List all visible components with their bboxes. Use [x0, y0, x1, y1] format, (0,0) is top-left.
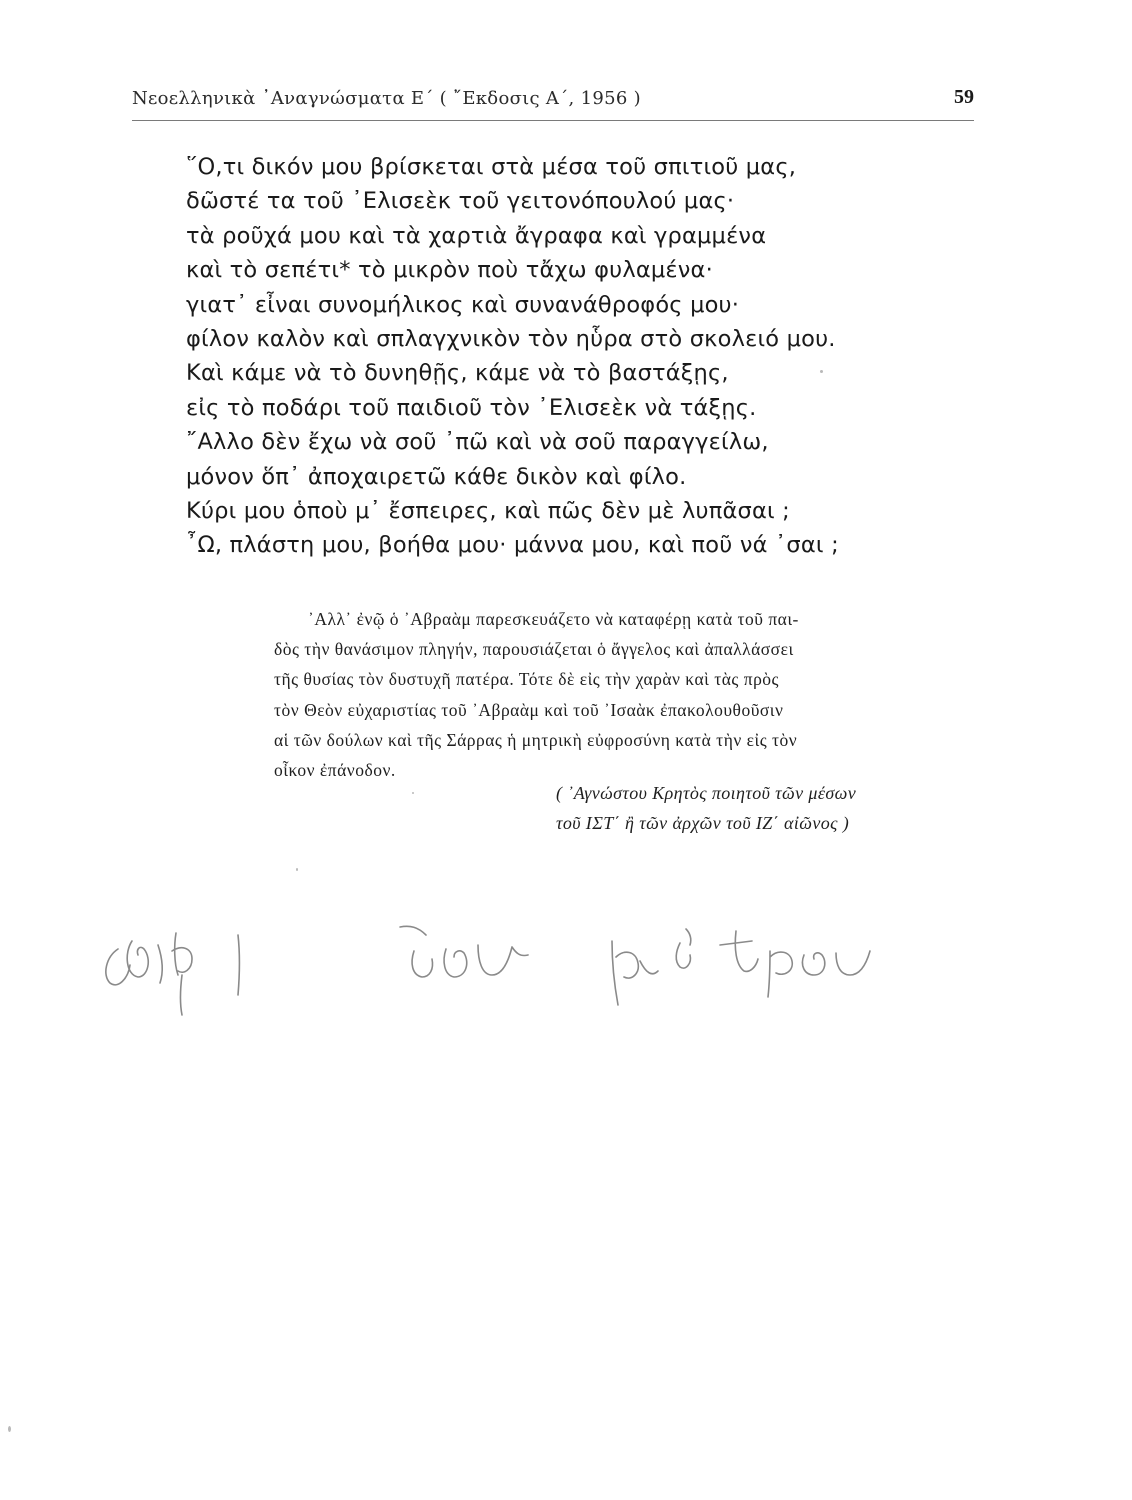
poem-line: εἰς τὸ ποδάρι τοῦ παιδιοῦ τὸν ᾿Ελισεὲκ νὰ τάξῃς. [186, 394, 757, 421]
header-rule [132, 120, 974, 121]
attribution-line: ( ᾿Αγνώστου Κρητὸς ποιητοῦ τῶν μέσων [556, 783, 857, 803]
running-head [132, 86, 974, 118]
scan-speck [296, 868, 298, 871]
attribution-line: τοῦ ΙΣΤ΄ ἢ τῶν ἀρχῶν τοῦ ΙΖ΄ αἰῶνος ) [556, 813, 850, 833]
scan-speck [8, 1426, 11, 1432]
poem-line: δῶστέ τα τοῦ ᾿Ελισεὲκ τοῦ γειτονόπουλού μας· [186, 188, 735, 215]
poem-block [186, 150, 966, 563]
prose-line: αἱ τῶν δούλων καὶ τῆς Σάρρας ἡ μητρικὴ εὐφροσύνη κατὰ τὴν εἰς τὸν [274, 729, 798, 750]
poem-line: ῎Αλλο δὲν ἔχω νὰ σοῦ ᾿πῶ καὶ νὰ σοῦ παραγγείλω, [186, 429, 769, 456]
pencil-handwriting-icon [80, 905, 900, 1025]
poem-line: φίλον καλὸν καὶ σπλαγχνικὸν τὸν ηὗρα στὸ σκολειό μου. [186, 325, 836, 352]
poem-line: Κύρι μου ὁποὺ μ᾿ ἔσπειρες, καὶ πῶς δὲν μὲ λυπᾶσαι ; [186, 497, 790, 524]
prose-line: τῆς θυσίας τὸν δυστυχῆ πατέρα. Τότε δὲ εἰς τὴν χαρὰν καὶ τὰς πρὸς [274, 669, 779, 690]
poem-line: ῞Ο,τι δικόν μου βρίσκεται στὰ μέσα τοῦ σπιτιοῦ μας, [186, 154, 797, 180]
prose-line: ᾿Αλλ᾿ ἐνῷ ὁ ᾿Αβραὰμ παρεσκευάζετο νὰ καταφέρῃ κατὰ τοῦ παι- [308, 609, 799, 629]
poem-line: καὶ τὸ σεπέτι* τὸ μικρὸν ποὺ τἄχω φυλαμένα· [186, 257, 713, 284]
prose-paragraph [274, 604, 964, 785]
running-title: Νεοελληνικὰ ᾿Αναγνώσματα Ε΄ ( ῎Εκδοσις Α΄, 1956 ) [132, 88, 641, 109]
poem-line: μόνον ὅπ᾿ ἀποχαιρετῶ κάθε δικὸν καὶ φίλο. [186, 463, 687, 490]
prose-line: δὸς τὴν θανάσιμον πληγήν, παρουσιάζεται ὁ ἄγγελος καὶ ἀπαλλάσσει [274, 639, 794, 660]
prose-line: τὸν Θεὸν εὐχαριστίας τοῦ ᾿Αβραὰμ καὶ τοῦ ᾿Ισαὰκ ἐπακολουθοῦσιν [274, 699, 784, 720]
poem-line: ῏Ω, πλάστη μου, βοήθα μου· μάννα μου, καὶ ποῦ νά ᾿σαι ; [186, 532, 839, 559]
scan-speck [412, 792, 414, 794]
poem-line: γιατ᾿ εἶναι συνομήλικος καὶ συνανάθροφός μου· [186, 291, 740, 318]
pencil-handwriting-mark [80, 905, 900, 1025]
prose-line: οἶκον ἐπάνοδον. [274, 759, 396, 780]
poem-line: τὰ ροῦχά μου καὶ τὰ χαρτιὰ ἄγραφα καὶ γραμμένα [186, 222, 767, 249]
poem-line: Καὶ κάμε νὰ τὸ δυνηθῇς, κάμε νὰ τὸ βαστάξῃς, [186, 360, 729, 387]
page-number: 59 [954, 86, 974, 108]
attribution [556, 778, 976, 838]
scan-speck [820, 370, 823, 373]
